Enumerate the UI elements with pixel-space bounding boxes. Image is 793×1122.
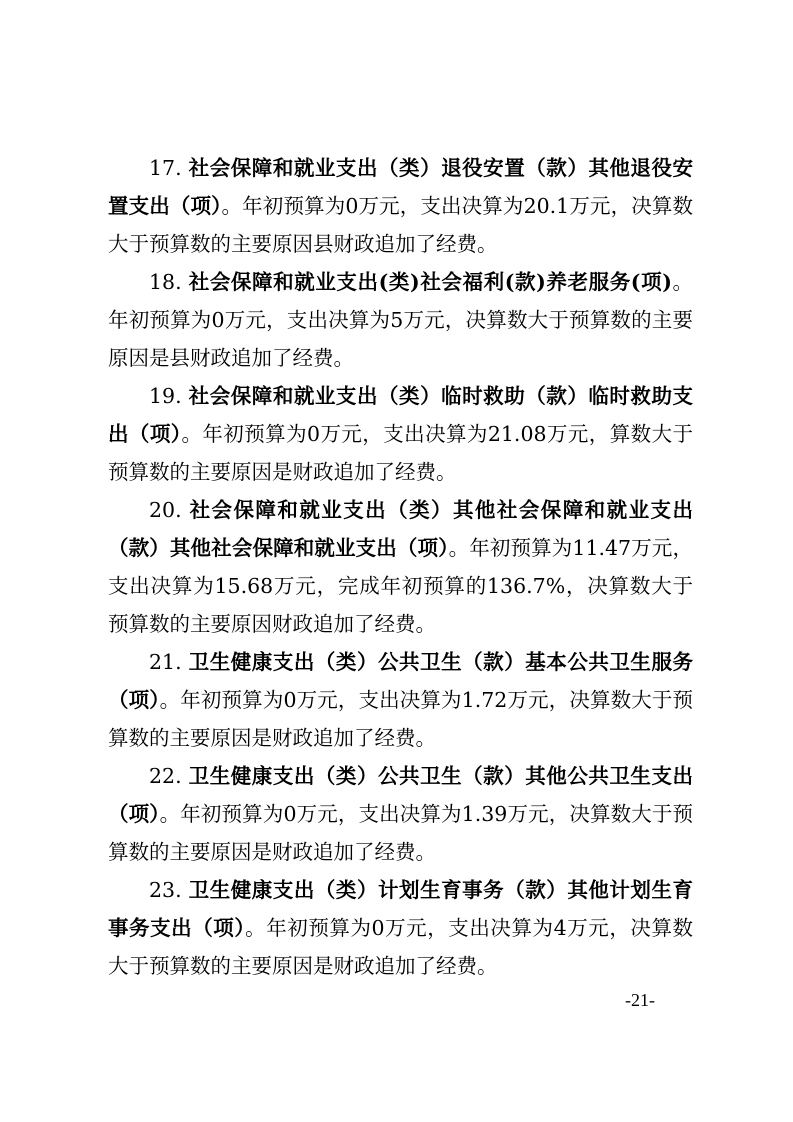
item-body: 。年初预算为0万元，支出决算为20.1万元，决算数大于预算数的主要原因县财政追加了经费。	[108, 194, 694, 256]
item-heading: 社会保障和就业支出(类)社会福利(款)养老服务(项)	[188, 270, 672, 294]
item-number: 17.	[149, 156, 182, 180]
item-body: 。年初预算为0万元，支出决算为1.39万元，决算数大于预算数的主要原因是财政追加了经费。	[108, 802, 694, 864]
item-heading: 社会保障和就业支出（类）临时救助（款）临时救助支出（项）	[108, 384, 693, 446]
paragraph-17	[108, 149, 693, 263]
paragraph-18	[108, 263, 693, 377]
paragraph-19	[108, 377, 693, 491]
item-body: 。年初预算为0万元，支出决算为21.08万元，算数大于预算数的主要原因是财政追加了经费。	[108, 422, 694, 484]
item-number: 19.	[149, 384, 182, 408]
item-body: 。年初预算为11.47万元，支出决算为15.68万元，完成年初预算的136.7%，决算数大于预算数的主要原因财政追加了经费。	[108, 536, 693, 636]
item-number: 22.	[149, 764, 182, 788]
page-number: -21-	[625, 990, 655, 1010]
item-heading: 卫生健康支出（类）公共卫生（款）基本公共卫生服务（项）	[108, 650, 693, 712]
paragraph-22	[108, 757, 693, 871]
paragraph-21	[108, 643, 693, 757]
paragraph-20	[108, 491, 693, 643]
item-number: 23.	[149, 878, 182, 902]
item-heading: 卫生健康支出（类）公共卫生（款）其他公共卫生支出（项）	[108, 764, 693, 826]
item-number: 20.	[149, 498, 182, 522]
item-body: 。年初预算为0万元，支出决算为4万元，决算数大于预算数的主要原因是财政追加了经费。	[108, 916, 693, 978]
item-body: 。年初预算为0万元，支出决算为1.72万元，决算数大于预算数的主要原因是财政追加了经费。	[108, 688, 694, 750]
item-number: 21.	[149, 650, 182, 674]
item-heading: 社会保障和就业支出（类）退役安置（款）其他退役安置支出（项）	[108, 156, 693, 218]
item-number: 18.	[149, 270, 182, 294]
item-heading: 卫生健康支出（类）计划生育事务（款）其他计划生育事务支出（项）	[108, 878, 693, 940]
item-heading: 社会保障和就业支出（类）其他社会保障和就业支出（款）其他社会保障和就业支出（项）	[108, 498, 693, 560]
item-body: 。年初预算为0万元，支出决算为5万元，决算数大于预算数的主要原因是县财政追加了经费。	[108, 270, 693, 370]
paragraph-23	[108, 871, 693, 985]
